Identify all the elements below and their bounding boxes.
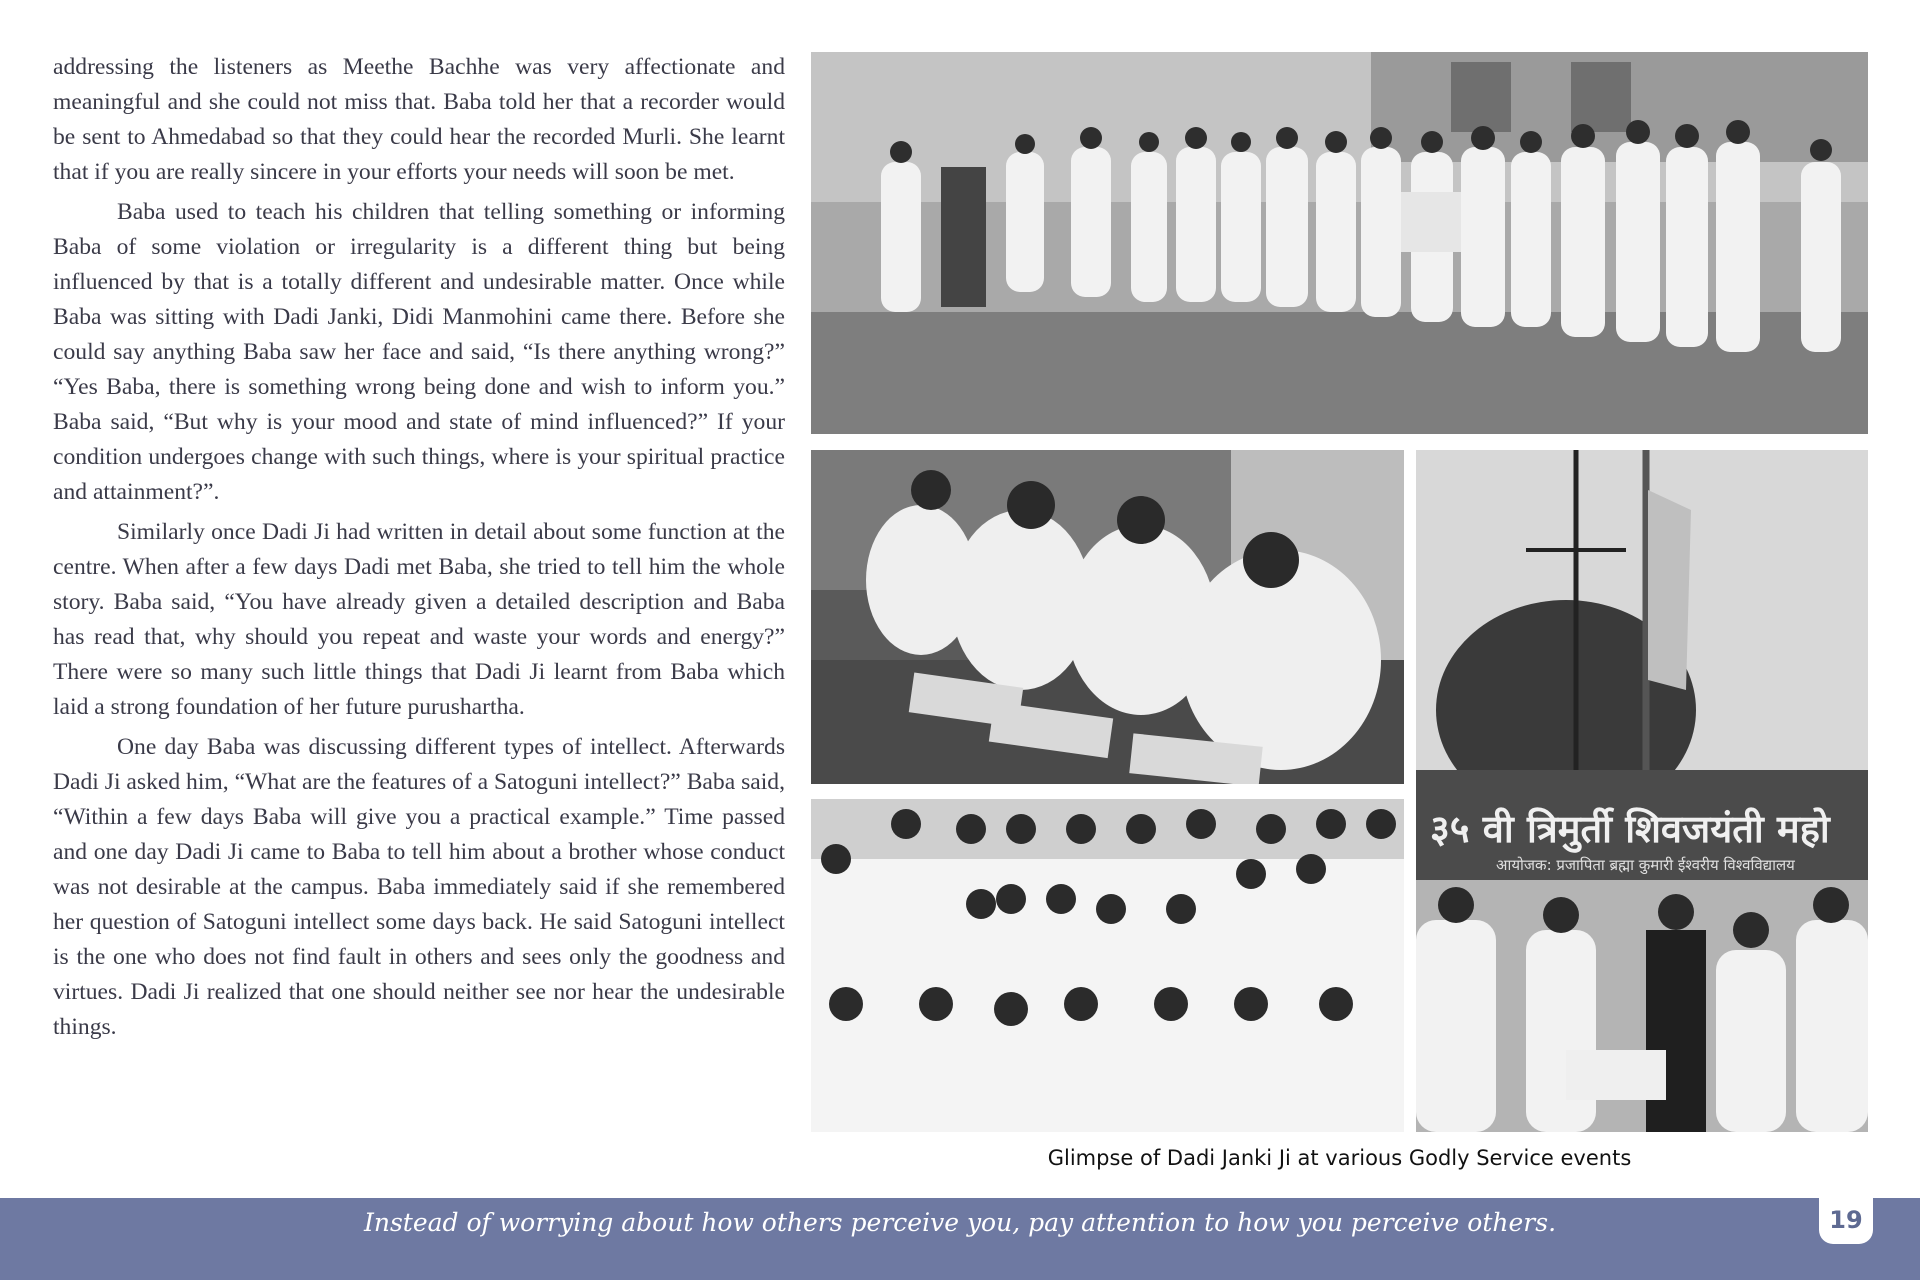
photo-group-portrait (811, 799, 1404, 1132)
photo-caption: Glimpse of Dadi Janki Ji at various Godly Service events (1047, 1146, 1632, 1170)
paragraph: Baba used to teach his children that telling something or informing Baba of some violation or irregularity is a different thing but being influenced by that is a totally different and undesirable matter. Once while Baba was sitting with Dadi Janki, Didi Manmohini came there. Before she could say anything Baba saw her face and said, “Is there anything wrong?” “Yes Baba, there is something wrong being done and wish to inform you.” Baba said, “But why is your mood and state of mind influenced?” If your condition undergoes change with such things, where is your spiritual practice and attainment?”. (53, 199, 785, 505)
article-text (53, 50, 785, 1050)
banner-title: ३५ वी त्रिमुर्ती शिवजयंती महो (1430, 807, 1830, 851)
photo-flag-ceremony (1416, 450, 1868, 1132)
paragraph: addressing the listeners as Meethe Bachhe was very affectionate and meaningful and she could not miss that. Baba told her that a recorder would be sent to Ahmedabad so that they could hear the recorded Murli. She learnt that if you are really sincere in your efforts your needs will soon be met. (53, 54, 785, 185)
footer-quote: Instead of worrying about how others perceive you, pay attention to how you perceive others. (363, 1208, 1557, 1237)
paragraph: Similarly once Dadi Ji had written in detail about some function at the centre. When after a few days Dadi met Baba, she tried to tell him the whole story. Baba said, “You have already given a detailed description and Baba has read that, why should you repeat and waste your words and energy?” There were so many such little things that Dadi Ji learnt from Baba which laid a strong foundation of her future purushartha. (53, 519, 785, 720)
banner-subtitle: आयोजक: प्रजापिता ब्रह्मा कुमारी ईश्वरीय विश्वविद्यालय (1496, 856, 1795, 874)
photo-seated-meal (811, 450, 1404, 784)
page-number: 19 (1819, 1198, 1873, 1244)
paragraph: One day Baba was discussing different types of intellect. Afterwards Dadi Ji asked him, “What are the features of a Satoguni intellect?” Baba said, “Within a few days Baba will give you a practical example.” Time passed and one day Dadi Ji came to Baba to tell him about a brother whose conduct was not desirable at the campus. Baba immediately said if she remembered her question of Satoguni intellect some days back. He said Satoguni intellect is the one who does not find fault in others and sees only the goodness and virtues. Dadi Ji realized that one should neither see nor hear the undesirable things. (53, 734, 785, 1040)
photo-group-outdoors (811, 52, 1868, 434)
